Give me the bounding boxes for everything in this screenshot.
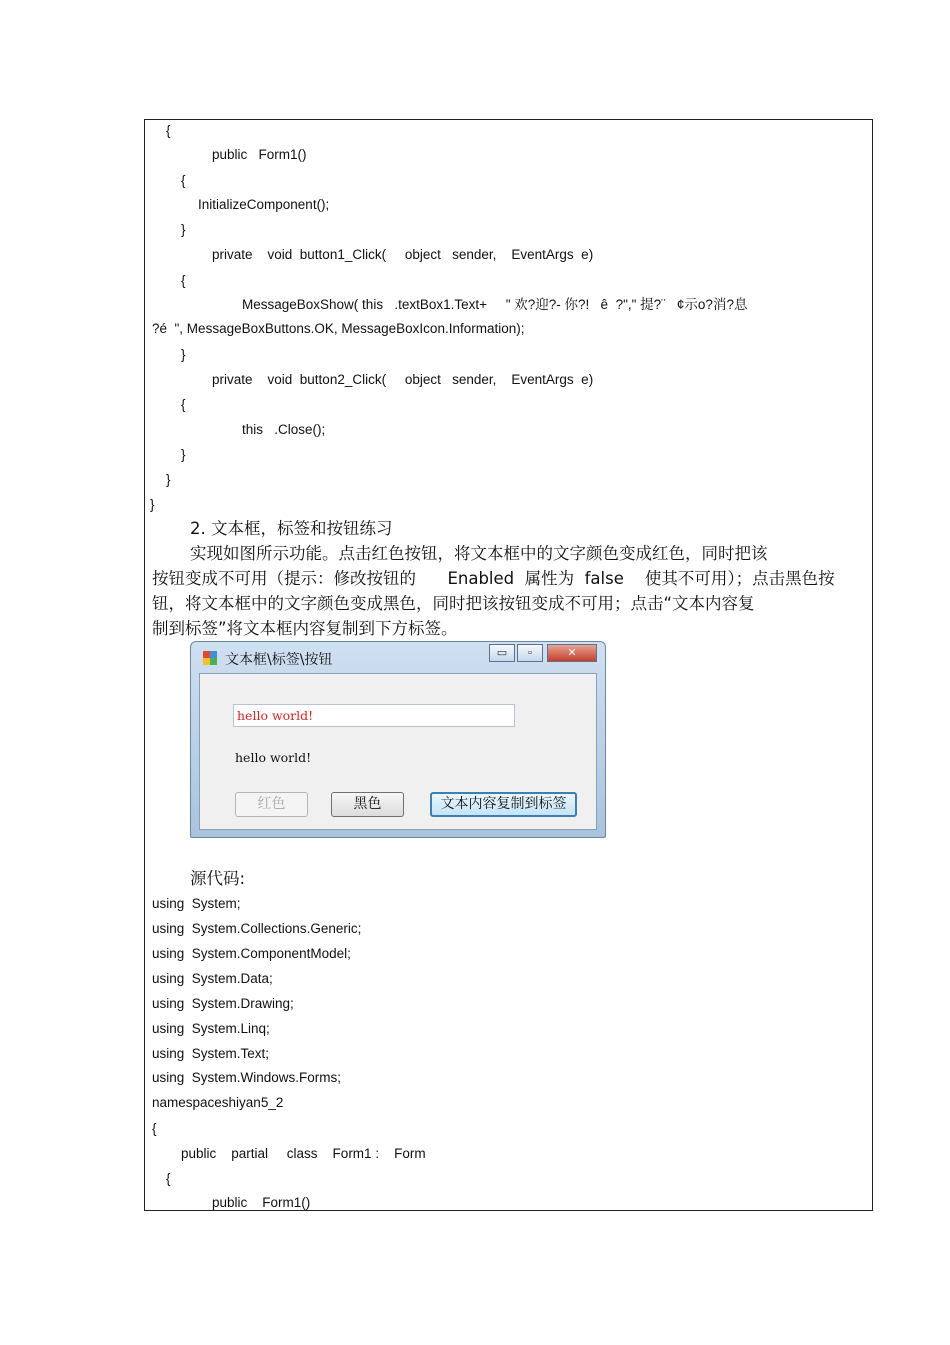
- code-line: {: [152, 1121, 157, 1136]
- code-line: private void button2_Click( object sender, EventArgs e): [212, 372, 594, 387]
- code-line: {: [181, 173, 186, 188]
- form-window-screenshot: [190, 641, 606, 838]
- code-line: public Form1(): [212, 1195, 311, 1210]
- code-line: using System.Collections.Generic;: [152, 921, 362, 936]
- text-input[interactable]: hello world!: [233, 704, 515, 727]
- source-code-label: 源代码:: [190, 869, 246, 888]
- code-line: }: [166, 472, 171, 487]
- code-line: }: [181, 447, 186, 462]
- code-line: MessageBoxShow( this .textBox1.Text+ " 欢?迎?- 你?! ê ?"," 提?¨ ¢示o?消?息: [242, 297, 748, 312]
- close-icon[interactable]: ✕: [547, 644, 597, 662]
- black-button[interactable]: 黑色: [331, 792, 404, 817]
- copy-target-label: hello world!: [235, 750, 312, 765]
- code-line: private void button1_Click( object sender, EventArgs e): [212, 247, 594, 262]
- code-line: using System.Data;: [152, 971, 273, 986]
- code-line: {: [166, 1171, 171, 1186]
- red-button[interactable]: 红色: [235, 792, 308, 817]
- code-line: }: [181, 222, 186, 237]
- code-line: this .Close();: [242, 422, 326, 437]
- app-icon: [203, 651, 217, 665]
- code-line: using System.Linq;: [152, 1021, 270, 1036]
- paragraph-line: 实现如图所示功能。点击红色按钮，将文本框中的文字颜色变成红色，同时把该: [190, 544, 768, 563]
- code-line: InitializeComponent();: [198, 197, 330, 212]
- window-title: 文本框\标签\按钮: [225, 652, 333, 668]
- code-line: public partial class Form1 : Form: [181, 1146, 426, 1161]
- code-line: using System.Text;: [152, 1046, 270, 1061]
- code-line: }: [181, 347, 186, 362]
- code-line: ?é ", MessageBoxButtons.OK, MessageBoxIcon.Information);: [152, 321, 525, 336]
- code-line: using System.Drawing;: [152, 996, 294, 1011]
- code-line: public Form1(): [212, 147, 307, 162]
- form-client-area: [199, 673, 597, 830]
- paragraph-line: 制到标签”将文本框内容复制到下方标签。: [152, 619, 458, 638]
- code-line: {: [166, 123, 171, 138]
- code-line: using System;: [152, 896, 241, 911]
- maximize-icon[interactable]: ▫: [517, 644, 543, 662]
- paragraph-line: 按钮变成不可用（提示：修改按钮的 Enabled 属性为 false 使其不可用）；点击黑色按: [152, 569, 835, 588]
- section-heading: 2. 文本框，标签和按钮练习: [190, 519, 393, 538]
- code-line: using System.Windows.Forms;: [152, 1070, 342, 1085]
- paragraph-line: 钮，将文本框中的文字颜色变成黑色，同时把该按钮变成不可用；点击“文本内容复: [152, 594, 755, 613]
- copy-to-label-button[interactable]: 文本内容复制到标签: [430, 792, 577, 817]
- code-line: {: [181, 397, 186, 412]
- code-line: namespaceshiyan5_2: [152, 1095, 284, 1110]
- code-line: }: [150, 497, 155, 512]
- minimize-icon[interactable]: ▭: [489, 644, 515, 662]
- code-line: {: [181, 273, 186, 288]
- code-line: using System.ComponentModel;: [152, 946, 351, 961]
